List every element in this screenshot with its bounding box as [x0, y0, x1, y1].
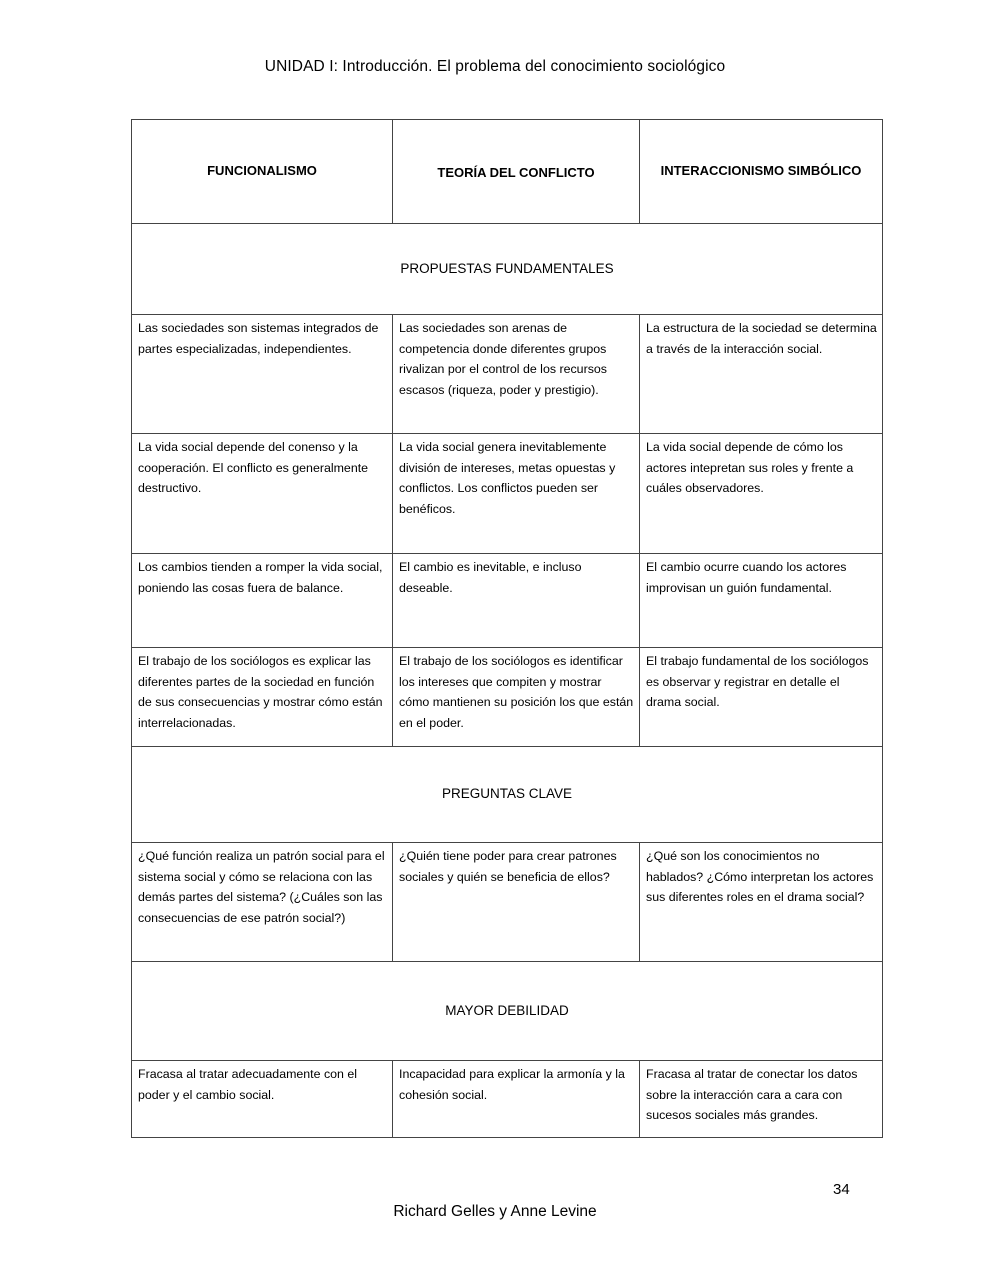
table-row	[132, 648, 883, 747]
table-row	[132, 554, 883, 648]
table-row	[132, 434, 883, 554]
column-header-teoria-conflicto: TEORÍA DEL CONFLICTO	[393, 120, 640, 224]
table-cell: El trabajo fundamental de los sociólogos es observar y registrar en detalle el drama social.	[640, 648, 883, 747]
section-title-debilidad: MAYOR DEBILIDAD	[132, 962, 883, 1061]
section-row	[132, 747, 883, 843]
table-row	[132, 1061, 883, 1138]
comparison-table	[131, 119, 883, 1138]
table-cell: El cambio es inevitable, e incluso deseable.	[393, 554, 640, 648]
table-cell: El trabajo de los sociólogos es explicar las diferentes partes de la sociedad en función de sus consecuencias y mostrar cómo están interrelacionadas.	[132, 648, 393, 747]
column-header-funcionalismo: FUNCIONALISMO	[132, 120, 393, 224]
page-footer-authors: Richard Gelles y Anne Levine	[393, 1203, 597, 1220]
section-row	[132, 224, 883, 315]
page-number: 34	[833, 1181, 850, 1198]
table-cell: Fracasa al tratar adecuadamente con el poder y el cambio social.	[132, 1061, 393, 1138]
table-cell: La estructura de la sociedad se determina a través de la interacción social.	[640, 315, 883, 434]
page-header-title: UNIDAD I: Introducción. El problema del conocimiento sociológico	[264, 58, 726, 75]
section-title-propuestas: PROPUESTAS FUNDAMENTALES	[132, 224, 883, 315]
table-cell: La vida social depende de cómo los actores intepretan sus roles y frente a cuáles observadores.	[640, 434, 883, 554]
table-cell: Incapacidad para explicar la armonía y la cohesión social.	[393, 1061, 640, 1138]
table-row	[132, 843, 883, 962]
table-cell: El trabajo de los sociólogos es identificar los intereses que compiten y mostrar cómo mantienen su posición los que están en el poder.	[393, 648, 640, 747]
table-cell: La vida social genera inevitablemente división de intereses, metas opuestas y conflictos. Los conflictos pueden ser benéficos.	[393, 434, 640, 554]
section-row	[132, 962, 883, 1061]
column-header-interaccionismo: INTERACCIONISMO SIMBÓLICO	[640, 120, 883, 224]
section-title-preguntas: PREGUNTAS CLAVE	[132, 747, 883, 843]
table-cell: Fracasa al tratar de conectar los datos sobre la interacción cara a cara con sucesos sociales más grandes.	[640, 1061, 883, 1138]
table-cell: Las sociedades son arenas de competencia donde diferentes grupos rivalizan por el control de los recursos escasos (riqueza, poder y prestigio).	[393, 315, 640, 434]
table-cell: Las sociedades son sistemas integrados de partes especializadas, independientes.	[132, 315, 393, 434]
table-cell: ¿Qué función realiza un patrón social para el sistema social y cómo se relaciona con las demás partes del sistema? (¿Cuáles son las consecuencias de ese patrón social?)	[132, 843, 393, 962]
table-cell: ¿Quién tiene poder para crear patrones sociales y quién se beneficia de ellos?	[393, 843, 640, 962]
table-cell: El cambio ocurre cuando los actores improvisan un guión fundamental.	[640, 554, 883, 648]
table-header-row	[132, 120, 883, 224]
table-cell: ¿Qué son los conocimientos no hablados? ¿Cómo interpretan los actores sus diferentes roles en el drama social?	[640, 843, 883, 962]
table-cell: Los cambios tienden a romper la vida social, poniendo las cosas fuera de balance.	[132, 554, 393, 648]
table-cell: La vida social depende del conenso y la cooperación. El conflicto es generalmente destructivo.	[132, 434, 393, 554]
table-row	[132, 315, 883, 434]
